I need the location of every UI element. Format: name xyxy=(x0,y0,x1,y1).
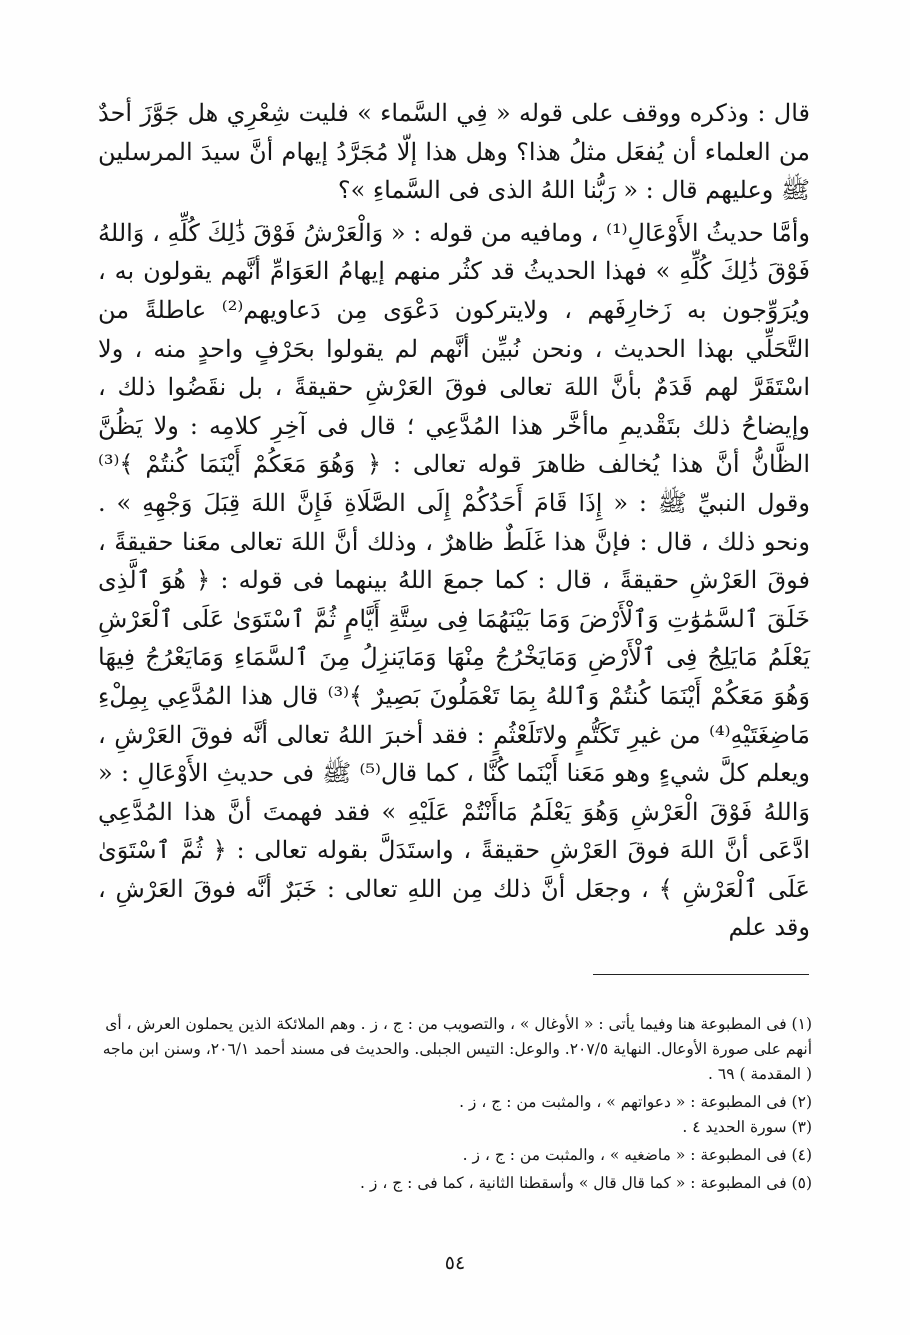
page-number: ٥٤ xyxy=(444,1252,466,1274)
footnote-3: (٣) سورة الحديد ٤ . xyxy=(682,1118,812,1136)
main-text xyxy=(98,94,810,947)
paragraph-1: قال : وذكره ووقف على قوله « فِي السَّماء » فليت شِعْرِي هل جَوَّزَ أحدٌ من العلماء أن يُفعَل مثلُ هذا؟ وهل هذا إلّا مُجَرَّدُ إيهام أنَّ سيدَ المرسلين ﷺ وعليهم قال : « رَبُّنا اللهُ الذى فى السَّماءِ »؟ xyxy=(98,99,810,205)
footnotes xyxy=(96,1012,812,1196)
paragraph-2: وأمَّا حديثُ الأَوْعَالِ⁽¹⁾ ، ومافيه من قوله : « وَالْعَرْشُ فَوْقَ ذَٰلِكَ كُلِّهِ ، وَاللهُ فَوْقَ ذَٰلِكَ كُلِّهِ » فهذا الحديثُ قد كثُر منهم إيهامُ العَوَامِّ أنَّهم يقولون به ، ويُرَوِّجون به زَخارِفَهم ، ولايتركون دَعْوَى مِن دَعاويهم⁽²⁾ عاطلةً من التَّحَلِّي بهذا الحديث ، ونحن نُبيِّن أنَّهم لم يقولوا بحَرْفٍ واحدٍ منه ، ولا اسْتَقَرَّ لهم قَدَمٌ بأنَّ اللهَ تعالى فوقَ العَرْشِ حقيقةً ، بل نقَضُوا ذلك ، وإيضاحُ ذلك بتَقْديمِ ماأخَّر هذا المُدَّعِي ؛ قال فى آخِرِ كلامِه : ولا يَظُنَّ الظَّانُّ أنَّ هذا يُخالف ظاهرَ قوله تعالى : ﴿ وَهُوَ مَعَكُمْ أَيْنَمَا كُنتُمْ ﴾⁽³⁾ وقول النبيِّ ﷺ : « إِذَا قَامَ أَحَدُكُمْ إِلَى الصَّلَاةِ فَإِنَّ اللهَ قِبَلَ وَجْهِهِ » . ونحو ذلك ، قال : فإنَّ هذا غَلَطٌ ظاهرٌ ، وذلك أنَّ اللهَ تعالى معَنا حقيقةً ، فوقَ العَرْشِ حقيقةً ، قال : كما جمعَ اللهُ بينهما فى قوله : ﴿ هُوَ ٱلَّذِى خَلَقَ ٱلسَّمَٰوَٰتِ وَٱلْأَرْضَ وَمَا بَيْنَهُمَا فِى سِتَّةِ أَيَّامٍ ثُمَّ ٱسْتَوَىٰ عَلَى ٱلْعَرْشِ يَعْلَمُ مَايَلِجُ فِى ٱلْأَرْضِ وَمَايَخْرُجُ مِنْهَا وَمَايَنزِلُ مِنَ ٱلسَّمَاءِ وَمَايَعْرُجُ فِيهَا وَهُوَ مَعَكُمْ أَيْنَمَا كُنتُمْ وَٱللهُ بِمَا تَعْمَلُونَ بَصِيرٌ ﴾⁽³⁾ قال هذا المُدَّعِي بِمِلْءِ مَاضِغَتَيْهِ⁽⁴⁾ من غيرِ تَكَتُّمٍ ولاتَلَعْثُمٍ : فقد أخبرَ اللهُ تعالى أنَّه فوقَ العَرْشِ ، ويعلم كلَّ شيءٍ وهو مَعَنا أَيْنَما كُنَّا ، كما قال⁽⁵⁾ ﷺ فى حديثِ الأَوْعَالِ : « وَاللهُ فَوْقَ الْعَرْشِ وَهُوَ يَعْلَمُ مَاأَنْتُمْ عَلَيْهِ » فقد فهمتَ أنَّ هذا المُدَّعِي ادَّعَى أنَّ اللهَ فوقَ العَرْشِ حقيقةً ، واستَدَلَّ بقوله تعالى : ﴿ ثُمَّ ٱسْتَوَىٰ عَلَى ٱلْعَرْشِ ﴾ ، وجعَل أنَّ ذلك مِن اللهِ تعالى : خَبَرٌ أنَّه فوقَ العَرْشِ ، وقد علم xyxy=(98,218,811,942)
footnote-separator xyxy=(593,974,809,975)
footnote-1: (١) فى المطبوعة هنا وفيما يأتى : « الأوغال » ، والتصويب من : ج ، ز . وهم الملائكة الذين يحملون العرش ، أى أنهم على صورة الأوعال. النهاية ٢٠٧/٥. والوعل: التيس الجبلى. والحديث فى مسند أحمد ٢٠٦/١، وسنن ابن ماجه ( المقدمة ) ٦٩ . xyxy=(102,1015,812,1083)
footnote-4: (٤) فى المطبوعة : « ماضغيه » ، والمثبت من : ج ، ز . xyxy=(462,1146,812,1164)
footnote-5: (٥) فى المطبوعة : « كما قال قال » وأسقطنا الثانية ، كما فى : ج ، ز . xyxy=(360,1174,812,1192)
footnote-2: (٢) فى المطبوعة : « دعواتهم » ، والمثبت من : ج ، ز . xyxy=(459,1093,812,1111)
